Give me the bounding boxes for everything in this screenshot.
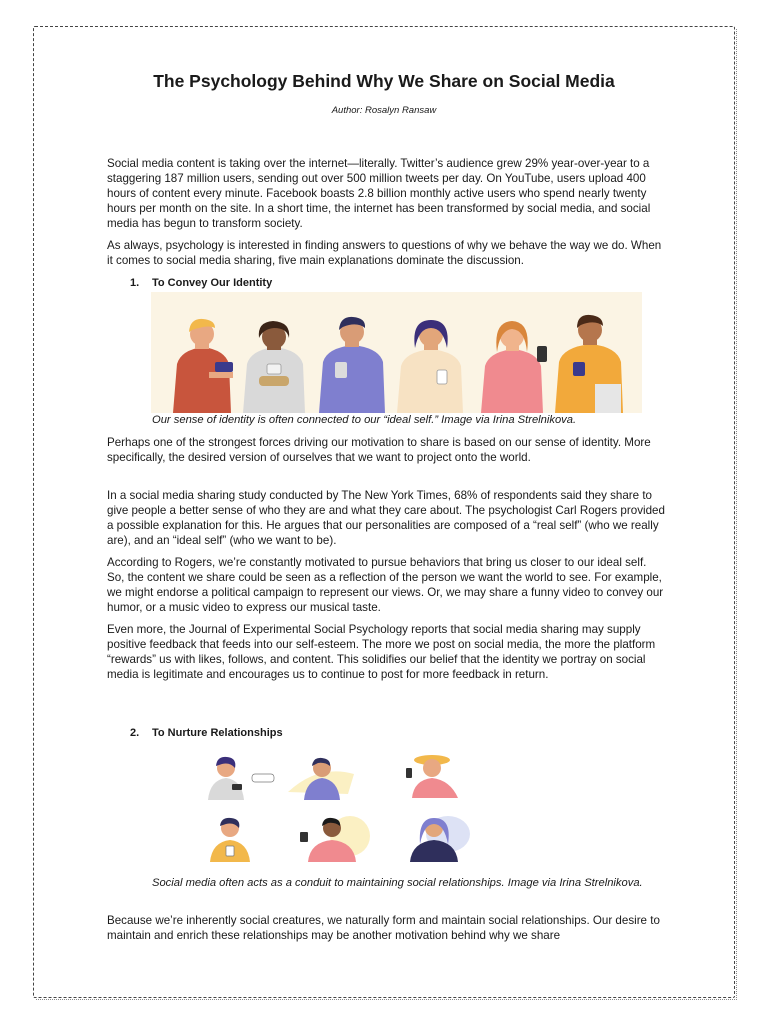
heading-relationships <box>130 727 283 739</box>
paragraph-psychology: As always, psychology is interested in finding answers to questions of why we behave the way we do. When it comes to social media sharing, five main explanations dominate the discussion. <box>107 239 662 267</box>
heading-label: To Nurture Relationships <box>152 727 283 739</box>
author-line: Author: Rosalyn Ransaw <box>331 105 437 116</box>
caption-identity: Our sense of identity is often connected to our “ideal self.” Image via Irina Strelnikova. <box>152 414 577 426</box>
heading-number: 2. <box>130 727 140 739</box>
paragraph-rogers: According to Rogers, we’re constantly motivated to pursue behaviors that bring us closer to our ideal self. So, the content we share could be seen as a reflection of the person we want the world to see. For example, we might endorse a political campaign to represent our views. Or, we may share a funny video to convey our humor, or a music video to express our musical taste. <box>107 556 664 614</box>
relationships-illustration <box>196 750 486 868</box>
paragraph-journal: Even more, the Journal of Experimental Social Psychology reports that social media sharing may supply positive feedback that feeds into our self-esteem. The more we post on social media, the more the platform “rewards” us with likes, follows, and content. This solidifies our belief that the identity we portray on social media is legitimate and encourages us to continue to post for more feedback in return. <box>107 623 656 681</box>
heading-number: 1. <box>130 277 140 289</box>
paragraph-relationships: Because we’re inherently social creatures, we naturally form and maintain social relationships. Our desire to maintain and enrich these relationships may be another motivation behind why we share <box>107 914 660 942</box>
heading-identity <box>130 277 272 289</box>
identity-illustration <box>151 292 642 413</box>
caption-relationships: Social media often acts as a conduit to maintaining social relationships. Image via Irina Strelnikova. <box>152 877 643 889</box>
paragraph-nyt-study: In a social media sharing study conducted by The New York Times, 68% of respondents said they share to give people a better sense of who they are and what they care about. The psychologist Carl Rogers provided a possible explanation for this. He argues that our personalities are composed of a “real self” (who we really are), and an “ideal self” (who we want to be). <box>107 489 665 547</box>
page-title: The Psychology Behind Why We Share on Social Media <box>153 71 615 91</box>
paragraph-identity: Perhaps one of the strongest forces driving our motivation to share is based on our sense of identity. More specifically, the desired version of ourselves that we want to project onto the world. <box>107 436 651 464</box>
person-calling-figure <box>288 758 354 800</box>
heading-label: To Convey Our Identity <box>152 277 273 289</box>
person-talking-figure <box>410 816 470 862</box>
person-texting-figure <box>208 757 274 800</box>
paragraph-intro: Social media content is taking over the internet—literally. Twitter’s audience grew 29% year-over-year to a staggering 187 million users, sending out over 500 million tweets per day. On YouTube, users upload 400 hours of content every minute. Facebook boasts 2.8 billion monthly active users who spend nearly twenty hours per month on the site. In a short time, the internet has been transformed by social media, and social media has begun to transform society. <box>107 157 651 230</box>
person-group-figure <box>300 816 370 862</box>
person-hat-figure <box>406 755 458 798</box>
person-phone-figure <box>210 818 250 862</box>
